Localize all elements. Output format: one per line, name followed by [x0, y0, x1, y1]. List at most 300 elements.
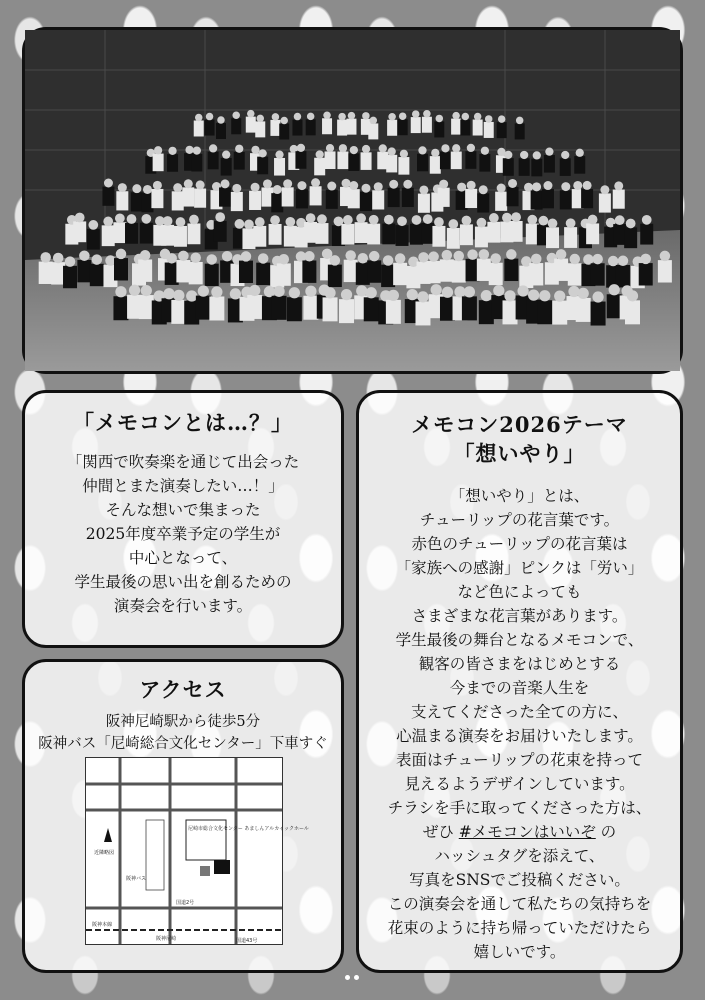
performer-body: [554, 259, 568, 281]
performer-head: [412, 215, 422, 225]
performer-body: [542, 189, 554, 208]
performer-head: [583, 181, 592, 190]
theme-line: 表面はチューリップの花束を持って: [396, 750, 643, 769]
performer-head: [504, 290, 515, 301]
performer-body: [504, 259, 518, 281]
performer-body: [247, 295, 262, 319]
performer-body: [246, 117, 256, 133]
performer-head: [417, 291, 428, 302]
performer-body: [581, 189, 593, 208]
performer-head: [418, 146, 426, 154]
performer-body: [576, 298, 591, 322]
performer-head: [452, 144, 460, 152]
theme-line: 支えてくださった全ての方に、: [410, 702, 628, 721]
performer-head: [173, 290, 184, 301]
performer-head: [407, 289, 418, 300]
performer-body: [465, 151, 476, 169]
performer-body: [430, 156, 441, 174]
performer-head: [304, 251, 315, 262]
performer-head: [153, 181, 162, 190]
performer-body: [196, 296, 211, 320]
performer-body: [63, 266, 77, 288]
performer-body: [381, 265, 395, 287]
performer-head: [642, 215, 652, 225]
performer-head: [186, 290, 197, 301]
performer-head: [490, 253, 501, 264]
performer-head: [573, 181, 582, 190]
performer-body: [427, 261, 441, 283]
performer-body: [503, 300, 518, 324]
performer-body: [182, 187, 194, 206]
performer-body: [616, 265, 630, 287]
performer-body: [552, 301, 567, 325]
performer-head: [520, 151, 528, 159]
about-panel: [22, 390, 344, 648]
performer-body: [153, 154, 164, 172]
performer-body: [255, 121, 265, 137]
theme-line: 花束のように持ち帰っていただけたら: [387, 918, 652, 937]
theme-line: 観客の皆さまをはじめとする: [418, 654, 621, 673]
performer-head: [448, 219, 458, 229]
performer-body: [531, 190, 543, 209]
performer-head: [327, 182, 336, 191]
performer-body: [325, 151, 336, 169]
performer-head: [556, 249, 567, 260]
performer-head: [189, 215, 199, 225]
performer-body: [537, 300, 552, 324]
performer-body: [489, 263, 503, 285]
performer-head: [548, 219, 558, 229]
performer-head: [395, 253, 406, 263]
performer-body: [438, 188, 450, 207]
performer-head: [305, 286, 316, 297]
performer-body: [434, 121, 444, 137]
performer-body: [473, 120, 483, 136]
performer-body: [73, 221, 86, 242]
about-line: 中心となって、: [128, 549, 238, 568]
performer-body: [205, 120, 215, 136]
performer-body: [382, 223, 395, 244]
performer-head: [217, 116, 225, 124]
performer-body: [460, 224, 473, 245]
performer-head: [356, 213, 366, 223]
performer-body: [393, 263, 407, 285]
performer-body: [415, 301, 430, 325]
performer-body: [303, 296, 318, 320]
performer-head: [532, 182, 541, 191]
performer-head: [275, 151, 283, 159]
performer-head: [640, 254, 651, 265]
performer-head: [369, 215, 379, 225]
performer-body: [304, 222, 317, 243]
performer-body: [161, 225, 174, 246]
performer-head: [116, 249, 127, 260]
performer-body: [90, 264, 104, 286]
performer-head: [118, 183, 127, 192]
performer-head: [235, 219, 245, 229]
performer-body: [613, 190, 625, 209]
performer-body: [432, 226, 445, 247]
performer-body: [417, 154, 428, 172]
performer-head: [356, 285, 367, 296]
performer-body: [440, 259, 454, 281]
performer-body: [295, 151, 306, 169]
performer-body: [302, 260, 316, 282]
performer-head: [255, 217, 265, 227]
performer-head: [539, 290, 550, 301]
performer-head: [366, 287, 377, 298]
performer-head: [618, 256, 629, 267]
performer-head: [141, 285, 152, 296]
performer-head: [326, 144, 334, 152]
performer-body: [140, 223, 153, 244]
performer-head: [251, 146, 259, 154]
performer-head: [323, 111, 331, 119]
performer-body: [360, 192, 372, 211]
performer-head: [436, 115, 444, 123]
theme-body: [359, 484, 680, 964]
performer-body: [510, 221, 523, 242]
performer-body: [272, 296, 287, 320]
performer-head: [561, 151, 569, 159]
performer-head: [588, 215, 598, 225]
performer-head: [434, 217, 444, 227]
performer-body: [519, 158, 530, 176]
performer-body: [113, 222, 126, 243]
theme-line: チューリップの花言葉です。: [419, 510, 620, 529]
performer-body: [171, 300, 186, 324]
performer-head: [442, 287, 453, 298]
performer-head: [154, 146, 162, 154]
performer-body: [102, 187, 114, 206]
performer-head: [270, 215, 280, 225]
performer-head: [370, 117, 378, 125]
performer-body: [234, 152, 245, 170]
performer-head: [193, 146, 201, 154]
performer-body: [131, 192, 143, 211]
performer-body: [479, 154, 490, 172]
performer-head: [412, 110, 420, 118]
map-route43-label: 国道43号: [236, 938, 258, 944]
performer-body: [361, 152, 372, 170]
performer-head: [345, 250, 356, 260]
performer-body: [102, 225, 115, 246]
performer-body: [440, 152, 451, 170]
performer-body: [337, 120, 347, 136]
performer-head: [294, 113, 302, 121]
performer-head: [592, 291, 603, 302]
access-title: アクセス: [139, 677, 227, 702]
performer-head: [338, 113, 346, 121]
theme-line: 「家族への感謝」ピンクは「労い」: [395, 558, 644, 577]
performer-body: [546, 227, 559, 248]
theme-subtitle: 「想いやり」: [453, 441, 586, 467]
performer-head: [163, 288, 174, 299]
performer-body: [114, 258, 128, 280]
performer-body: [287, 297, 302, 321]
performer-head: [508, 179, 517, 188]
hashtag-post: の: [595, 822, 617, 841]
performer-head: [297, 144, 305, 152]
performer-head: [362, 145, 370, 153]
performer-head: [626, 219, 636, 229]
performer-body: [176, 260, 190, 282]
performer-head: [264, 286, 275, 297]
performer-body: [465, 189, 477, 208]
performer-head: [583, 254, 594, 265]
performer-head: [307, 113, 315, 121]
performer-body: [191, 154, 202, 172]
theme-line: 写真をSNSでご投稿ください。: [409, 870, 630, 889]
page-dot: [354, 975, 359, 980]
performer-head: [374, 182, 383, 191]
map-title: 近隣略図: [94, 850, 115, 856]
performer-head: [198, 286, 209, 297]
performer-head: [533, 151, 541, 159]
hashtag-link[interactable]: #メモコンはいいぞ: [458, 822, 596, 841]
performer-head: [247, 110, 255, 118]
performer-head: [92, 254, 103, 265]
performer-body: [310, 186, 322, 205]
performer-body: [314, 158, 325, 176]
performer-head: [517, 285, 528, 296]
performer-head: [196, 180, 205, 189]
performer-body: [487, 222, 500, 243]
performer-body: [639, 263, 653, 285]
performer-head: [481, 147, 489, 155]
performer-body: [411, 117, 421, 133]
performer-head: [103, 217, 113, 227]
performer-body: [277, 263, 291, 285]
performer-body: [274, 158, 285, 176]
theme-title: メモコン2026テーマ: [411, 412, 628, 437]
theme-line: チラシを手に取ってくださった方は、: [387, 798, 652, 817]
performer-head: [176, 217, 186, 227]
performer-head: [341, 289, 352, 300]
performer-body: [624, 227, 637, 248]
performer-head: [539, 216, 549, 226]
theme-panel: [356, 390, 683, 973]
performer-body: [339, 299, 354, 323]
performer-head: [273, 286, 284, 297]
performer-body: [209, 296, 224, 320]
performer-body: [452, 260, 466, 282]
performer-body: [151, 189, 163, 208]
performer-head: [259, 149, 267, 157]
performer-body: [249, 191, 261, 210]
performer-head: [339, 144, 347, 152]
performer-body: [208, 152, 219, 170]
about-line: そんな想いで集まった: [105, 501, 261, 520]
north-arrow-icon: [104, 828, 112, 842]
performer-body: [87, 229, 100, 250]
performer-head: [141, 214, 151, 224]
performer-head: [397, 216, 407, 226]
performer-head: [516, 117, 524, 125]
performer-head: [358, 253, 369, 264]
performer-head: [104, 179, 113, 188]
performer-body: [231, 192, 243, 211]
performer-head: [140, 250, 151, 261]
performer-body: [372, 190, 384, 209]
performer-head: [222, 151, 230, 159]
performer-body: [39, 262, 53, 284]
performer-head: [348, 112, 356, 120]
performer-body: [269, 224, 282, 245]
performer-head: [388, 147, 396, 155]
performer-head: [349, 181, 358, 190]
performer-body: [398, 119, 408, 135]
performer-head: [578, 288, 589, 299]
performer-head: [576, 149, 584, 157]
performer-head: [40, 252, 51, 263]
performer-body: [410, 224, 423, 245]
performer-body: [172, 191, 184, 210]
performer-body: [256, 263, 270, 285]
performer-head: [614, 181, 623, 190]
performer-head: [388, 290, 399, 301]
performer-head: [285, 217, 295, 227]
theme-line: など色によっても: [457, 582, 582, 601]
performer-body: [607, 294, 622, 318]
about-title: 「メモコンとは…？」: [73, 410, 293, 435]
performer-head: [350, 146, 358, 154]
performer-body: [447, 228, 460, 249]
performer-head: [570, 254, 581, 265]
performer-head: [316, 150, 324, 158]
page-dot: [345, 975, 350, 980]
performer-body: [194, 120, 204, 136]
about-body: [25, 450, 341, 618]
performer-body: [396, 225, 409, 246]
performer-head: [132, 184, 141, 193]
performer-head: [479, 185, 488, 194]
performer-head: [115, 213, 125, 223]
about-line: 2025年度卒業予定の学生が: [85, 525, 281, 544]
map-venue-label: 尼崎市総合文化センター あましんアルカイックホール: [188, 826, 309, 832]
performer-body: [205, 264, 219, 286]
performer-body: [388, 188, 400, 207]
performer-head: [235, 145, 243, 153]
performer-body: [219, 187, 231, 206]
performer-head: [215, 212, 225, 222]
performer-head: [257, 115, 265, 123]
performer-body: [568, 263, 582, 285]
performer-body: [387, 120, 397, 136]
performer-head: [474, 113, 482, 121]
performer-body: [346, 119, 356, 135]
performer-head: [554, 290, 565, 301]
performer-body: [194, 189, 206, 208]
theme-line: 今までの音楽人生を: [449, 678, 590, 697]
performer-head: [423, 110, 431, 118]
performer-head: [361, 184, 370, 193]
performer-head: [79, 250, 90, 261]
performer-body: [282, 187, 294, 206]
performer-body: [138, 259, 152, 281]
performer-body: [564, 227, 577, 248]
performer-head: [527, 215, 537, 225]
performer-body: [270, 120, 280, 136]
performer-body: [77, 260, 91, 282]
performer-body: [591, 263, 605, 285]
performer-head: [249, 285, 260, 296]
performer-body: [462, 296, 477, 320]
performer-head: [464, 286, 475, 297]
performer-head: [115, 286, 126, 297]
performer-body: [529, 263, 543, 285]
performer-head: [166, 253, 177, 264]
performer-head: [403, 180, 412, 189]
performer-body: [460, 120, 470, 136]
performer-body: [574, 156, 585, 174]
performer-body: [296, 189, 308, 208]
performer-body: [326, 190, 338, 209]
about-line: 仲間とまた演奏したい…！」: [82, 477, 284, 496]
performer-body: [421, 223, 434, 244]
performer-head: [232, 184, 241, 193]
about-line: 演奏会を行います。: [113, 597, 253, 616]
performer-body: [189, 262, 203, 284]
performer-head: [493, 285, 504, 296]
performer-head: [221, 179, 230, 188]
performer-body: [477, 193, 489, 212]
page-indicator: [345, 975, 361, 981]
performer-head: [185, 146, 193, 154]
performer-head: [477, 218, 487, 228]
performer-body: [591, 302, 606, 326]
performer-head: [442, 250, 453, 261]
performer-body: [640, 224, 653, 245]
performer-body: [586, 223, 599, 244]
theme-line: 赤色のチューリップの花言葉は: [411, 534, 628, 553]
theme-line: 学生最後の舞台となるメモコンで、: [395, 630, 644, 649]
performer-head: [279, 254, 290, 265]
performer-head: [190, 253, 201, 263]
performer-body: [368, 123, 378, 139]
theme-line: 「想いやり」とは、: [449, 486, 590, 505]
performer-head: [498, 115, 506, 123]
performer-head: [244, 220, 254, 230]
performer-body: [257, 157, 268, 175]
performer-head: [388, 113, 396, 121]
hashtag-pre: ぜひ: [422, 822, 459, 841]
performer-head: [324, 287, 335, 298]
performer-head: [369, 251, 380, 262]
performer-head: [452, 112, 460, 120]
performer-head: [423, 214, 433, 224]
access-panel: [22, 659, 344, 973]
performer-body: [221, 158, 232, 176]
performer-body: [214, 221, 227, 242]
performer-body: [113, 296, 128, 320]
performer-head: [251, 183, 260, 192]
performer-head: [615, 215, 625, 225]
theme-line: この演奏会を通して私たちの気持ちを: [387, 894, 652, 913]
performer-body: [475, 227, 488, 248]
performer-body: [306, 119, 316, 135]
performer-head: [454, 251, 465, 262]
performer-head: [184, 179, 193, 188]
performer-body: [323, 297, 338, 321]
performer-head: [467, 249, 478, 260]
performer-head: [342, 179, 351, 188]
performer-body: [625, 300, 640, 324]
performer-body: [398, 157, 409, 175]
performer-body: [364, 297, 379, 321]
performer-head: [481, 290, 492, 301]
performer-body: [544, 155, 555, 173]
